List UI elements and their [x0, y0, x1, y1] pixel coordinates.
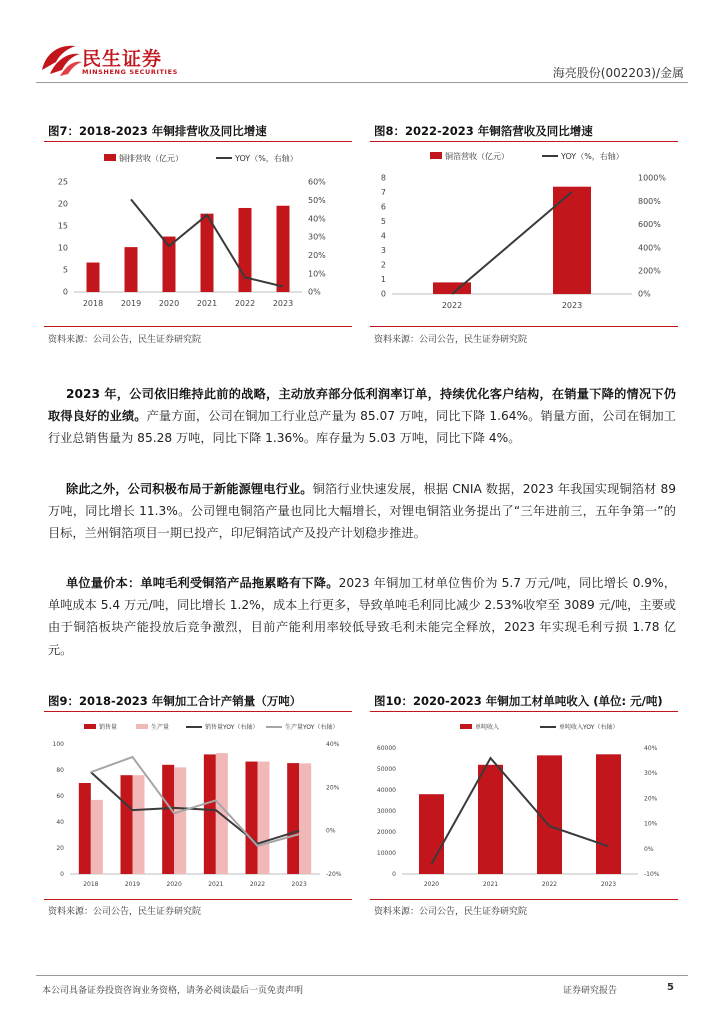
fig10-title-rule	[370, 711, 678, 712]
fig8-y-tick: 1	[380, 275, 386, 285]
fig10-y-tick: 60000	[376, 745, 396, 752]
fig9-y2-tick: -20%	[326, 871, 342, 878]
fig8-x-tick: 2022	[441, 301, 463, 310]
fig9-chart	[44, 716, 352, 896]
fig9-y-tick: 40	[56, 819, 64, 826]
fig7-y2-tick: 40%	[308, 214, 326, 224]
fig9-bar	[204, 754, 216, 874]
fig10-y2-tick: 40%	[644, 745, 658, 752]
fig9-bar	[162, 765, 174, 874]
fig9-bar	[287, 763, 299, 874]
fig9-bar	[79, 783, 91, 874]
fig7-y-tick: 15	[57, 221, 68, 231]
fig9-x-tick: 2020	[166, 881, 182, 888]
fig9-y-tick: 0	[60, 871, 64, 878]
fig9-bottom-rule	[44, 899, 352, 900]
footer-divider	[36, 975, 688, 976]
fig10-source: 资料来源：公司公告，民生证券研究院	[374, 907, 528, 917]
fig8-y2-tick: 1000%	[638, 173, 666, 183]
header-divider	[36, 82, 688, 83]
fig7-y-tick: 5	[62, 265, 68, 275]
fig8-bottom-rule	[370, 326, 678, 327]
fig8-y-tick: 0	[380, 289, 386, 299]
fig7-x-tick: 2019	[120, 299, 142, 308]
fig8-bar	[433, 282, 471, 294]
fig10-y-tick: 0	[392, 871, 396, 878]
fig9-x-tick: 2018	[83, 881, 99, 888]
fig10-y-tick: 40000	[376, 787, 396, 794]
fig10-y2-tick: 30%	[644, 770, 658, 778]
fig9-y-tick: 20	[56, 845, 64, 852]
fig10-legend-label: 单吨收入	[475, 724, 500, 731]
fig7-bottom-rule	[44, 326, 352, 327]
fig9-legend-label: 销售量YOY（右轴）	[205, 724, 259, 731]
fig7-x-tick: 2020	[158, 299, 180, 308]
fig8-y-tick: 8	[380, 173, 386, 183]
fig8-y-tick: 4	[380, 231, 386, 241]
paragraph-3	[48, 572, 676, 661]
fig8-legend-label: 铜箔营收（亿元）	[445, 152, 509, 161]
brand-name-en: MINSHENG SECURITIES	[82, 68, 178, 76]
fig7-x-tick: 2023	[272, 299, 294, 308]
fig10-x-tick: 2020	[423, 881, 440, 888]
fig8-title: 图8：2022-2023 年铜箔营收及同比增速	[374, 124, 593, 138]
fig9-bar	[133, 775, 145, 874]
paragraph-1-lead: 2023 年，公司依旧维持此前的战略，主动放弃部分低利润率订单，持续优化客户结构，在销量下降的情况下仍取得良好的业绩。	[48, 387, 676, 424]
fig7-bar	[201, 214, 214, 292]
fig10-title: 图10：2020-2023 年铜加工材单吨收入 (单位: 元/吨)	[374, 694, 663, 708]
ticker-label: 海亮股份(002203)/金属	[552, 66, 684, 80]
fig9-bar	[121, 775, 133, 874]
fig9-source: 资料来源：公司公告，民生证券研究院	[48, 907, 202, 917]
fig10-y-tick: 50000	[376, 766, 396, 773]
fig9-title: 图9：2018-2023 年铜加工合计产销量（万吨）	[48, 694, 302, 708]
fig9-y2-tick: 20%	[326, 784, 340, 792]
fig10-legend-label: 单吨收入YOY（右轴）	[559, 724, 619, 731]
fig10-y-tick: 30000	[376, 808, 396, 815]
fig9-legend-swatch	[84, 724, 96, 729]
fig7-source: 资料来源：公司公告，民生证券研究院	[48, 335, 202, 345]
fig9-bar	[258, 762, 270, 874]
paragraph-2-lead: 除此之外，公司积极布局于新能源锂电行业。	[66, 482, 313, 496]
fig7-y2-tick: 10%	[308, 269, 326, 279]
fig10-y2-tick: 20%	[644, 795, 658, 803]
fig7-legend-label: YOY（%，右轴）	[235, 154, 298, 163]
fig7-y2-tick: 20%	[308, 251, 326, 260]
fig8-title-rule	[370, 141, 678, 142]
paragraph-3-lead: 单位量价本：单吨毛利受铜箔产品拖累略有下降。	[66, 576, 339, 590]
fig8-legend-swatch	[430, 152, 442, 159]
fig9-bar	[91, 800, 103, 874]
fig10-x-tick: 2022	[541, 881, 558, 888]
fig9-bar	[216, 753, 228, 874]
fig8-chart	[370, 146, 678, 316]
fig8-y2-tick: 0%	[638, 289, 651, 299]
fig9-bar	[299, 763, 311, 874]
fig9-x-tick: 2023	[291, 881, 307, 888]
fig7-y-tick: 0	[62, 287, 68, 297]
fig7-y2-tick: 30%	[308, 232, 326, 242]
fig7-title: 图7：2018-2023 年铜排营收及同比增速	[48, 124, 267, 138]
brand-name: 民生证券	[82, 48, 163, 70]
fig9-legend-label: 销售量	[99, 724, 118, 731]
fig10-bar	[478, 765, 503, 874]
fig10-y2-tick: 0%	[644, 845, 654, 853]
fig7-y-tick: 10	[57, 243, 68, 253]
fig9-y-tick: 60	[56, 793, 64, 800]
fig8-y2-tick: 600%	[638, 220, 661, 230]
fig7-y2-tick: 60%	[308, 177, 326, 187]
fig8-y-tick: 2	[380, 260, 386, 270]
fig9-x-tick: 2019	[124, 881, 141, 888]
fig9-bar	[246, 762, 258, 874]
fig9-y2-tick: 40%	[326, 741, 340, 748]
footer-disclaimer: 本公司具备证券投资咨询业务资格，请务必阅读最后一页免责声明	[42, 986, 304, 996]
footer-report-type: 证券研究报告	[563, 986, 618, 996]
fig8-y-tick: 5	[380, 217, 386, 227]
fig10-y2-tick: 10%	[644, 820, 658, 828]
fig9-legend-label: 生产量YOY（右轴）	[285, 724, 339, 731]
fig7-legend-swatch	[104, 154, 116, 161]
fig7-x-tick: 2022	[234, 299, 256, 308]
fig8-y2-tick: 800%	[638, 196, 661, 206]
paragraph-1-body: 产量方面，公司在铜加工行业总产量为 85.07 万吨，同比下降 1.64%。销量方面，公司在铜加工行业总销售量为 85.28 万吨，同比下降 1.36%。库存量为 5.03 万吨，同比下降 4%。	[48, 409, 676, 446]
fig10-x-tick: 2021	[482, 881, 499, 888]
fig10-x-tick: 2023	[600, 881, 617, 888]
fig10-y-tick: 10000	[376, 850, 396, 857]
fig8-y-tick: 3	[380, 246, 386, 256]
page-header	[0, 0, 724, 82]
paragraph-2	[48, 478, 676, 545]
fig7-title-rule	[44, 141, 352, 142]
fig7-y2-tick: 0%	[308, 287, 321, 297]
fig9-y-tick: 100	[52, 741, 64, 748]
fig8-y2-tick: 400%	[638, 243, 661, 253]
fig9-x-tick: 2022	[249, 881, 266, 888]
fig10-y2-tick: -10%	[644, 871, 660, 878]
paragraph-1	[48, 383, 676, 450]
fig10-bar	[596, 754, 621, 874]
fig8-y-tick: 7	[380, 188, 386, 198]
fig7-legend-label: 铜排营收（亿元）	[119, 154, 183, 163]
fig8-legend-label: YOY（%，右轴）	[561, 152, 624, 161]
fig9-y-tick: 80	[56, 767, 64, 774]
fig10-bottom-rule	[370, 899, 678, 900]
fig7-x-tick: 2021	[196, 299, 218, 308]
page-number: 5	[667, 982, 674, 993]
fig7-y2-tick: 50%	[308, 196, 326, 205]
fig9-legend-swatch	[136, 724, 148, 729]
fig9-title-rule	[44, 711, 352, 712]
fig9-bar	[174, 767, 186, 874]
paragraph-3-body: 2023 年铜加工材单位售价为 5.7 万元/吨，同比增长 0.9%，单吨成本 5.4 万元/吨，同比增长 1.2%，成本上行更多，导致单吨毛利同比减少 2.53%收窄至 3089 元/吨，主要或由于铜箔板块产能投放后竞争激烈，目前产能利用率较低导致毛利未能完全释放，2023 年实现毛利亏损 1.78 亿元。	[48, 576, 676, 657]
fig7-chart	[44, 146, 352, 316]
fig8-x-tick: 2023	[561, 301, 583, 310]
fig10-series-line	[432, 758, 609, 864]
fig7-bar	[125, 247, 138, 292]
fig7-y-tick: 25	[57, 177, 68, 187]
fig10-chart	[370, 716, 678, 896]
fig10-legend-swatch	[460, 724, 472, 729]
fig7-y-tick: 20	[57, 199, 68, 209]
fig8-y2-tick: 200%	[638, 266, 661, 276]
fig7-bar	[277, 206, 290, 292]
fig7-bar	[87, 263, 100, 292]
fig10-y-tick: 20000	[376, 829, 396, 836]
paragraph-2-body: 铜箔行业快速发展，根据 CNIA 数据，2023 年我国实现铜箔材 89 万吨，同比增长 11.3%。公司锂电铜箔产量也同比大幅增长，对锂电铜箔业务提出了“三年进前三，五年争第一”的目标，兰州铜箔项目一期已投产，印尼铜箔试产及投产计划稳步推进。	[48, 482, 676, 541]
fig8-source: 资料来源：公司公告，民生证券研究院	[374, 335, 528, 345]
fig7-x-tick: 2018	[82, 299, 104, 308]
fig8-y-tick: 6	[380, 202, 386, 212]
fig9-y2-tick: 0%	[326, 827, 336, 835]
fig9-x-tick: 2021	[208, 881, 224, 888]
fig9-legend-label: 生产量	[151, 724, 170, 731]
